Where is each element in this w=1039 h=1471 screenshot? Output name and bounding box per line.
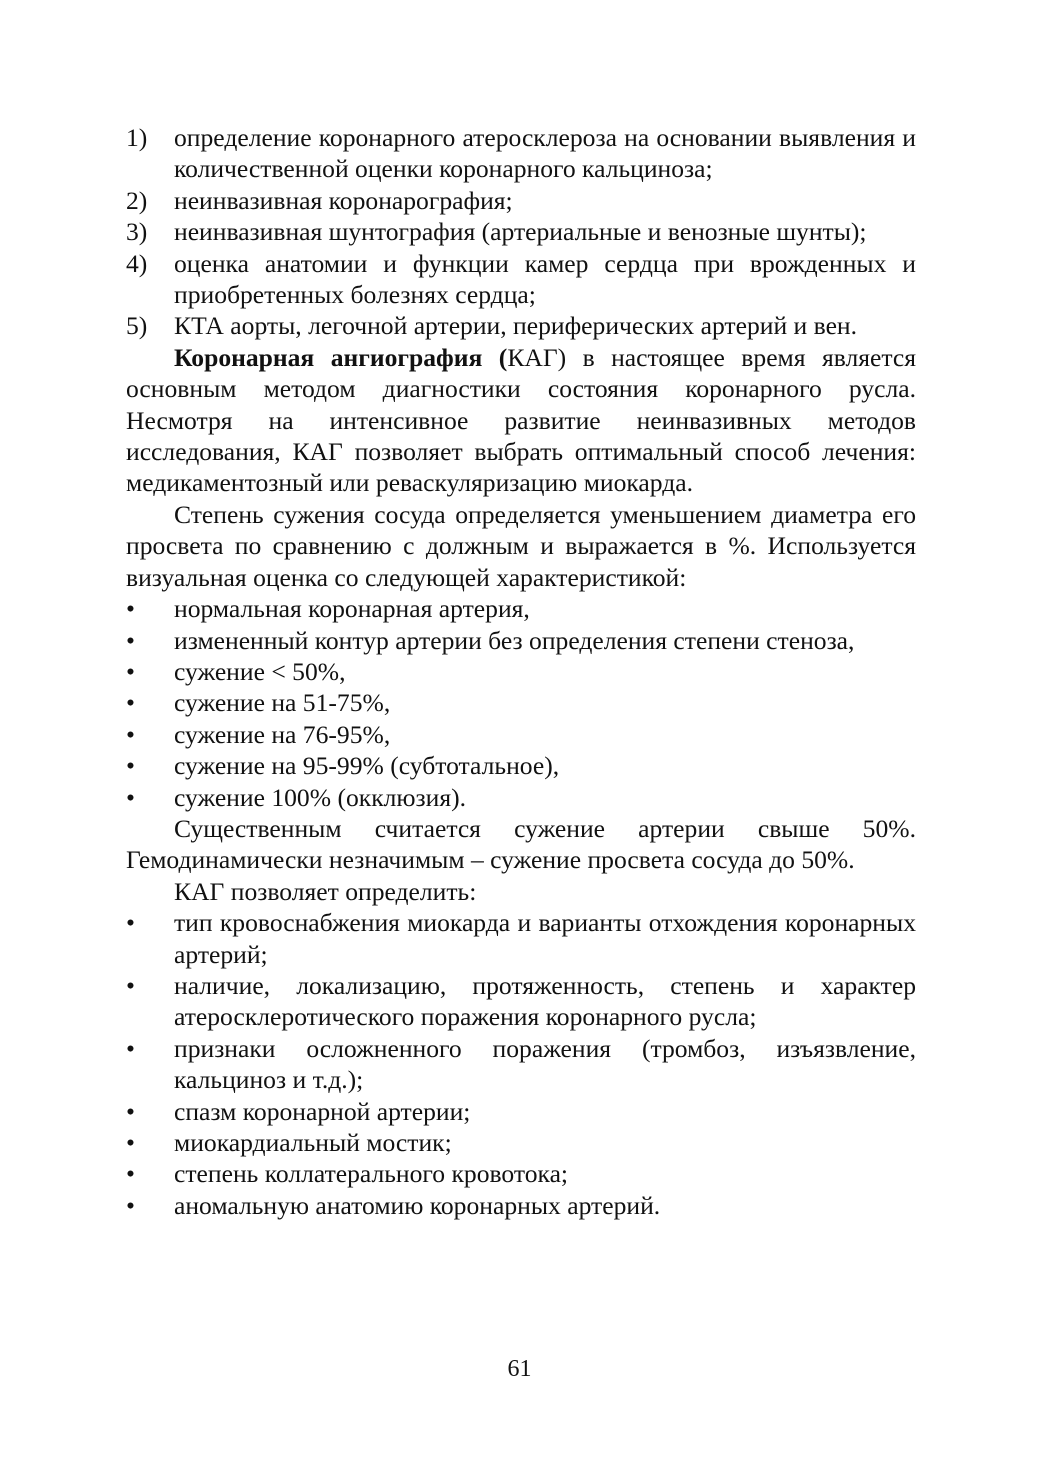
bullet-marker: •	[126, 1128, 135, 1157]
list-marker: 5)	[126, 311, 148, 341]
bullet-marker: •	[126, 751, 135, 781]
list-item	[126, 185, 916, 216]
list-item-text: наличие, локализацию, протяженность, степень и характер атеросклеротического поражения коронарного русла;	[174, 970, 916, 1032]
list-item-text: нормальная коронарная артерия,	[174, 594, 530, 624]
list-item-text: сужение на 76-95%,	[174, 719, 391, 749]
list-item-text: оценка анатомии и функции камер сердца при врожденных и приобретенных болезнях сердца;	[174, 248, 916, 310]
list-item	[126, 656, 916, 687]
bullet-marker: •	[126, 719, 135, 749]
list-item	[126, 248, 916, 311]
list-item	[126, 782, 916, 813]
list-item	[126, 310, 916, 341]
bullet-marker: •	[126, 1159, 135, 1189]
list-item-text: сужение 100% (окклюзия).	[174, 782, 467, 812]
list-item	[126, 1127, 916, 1158]
list-marker: 2)	[126, 185, 148, 215]
bullet-marker: •	[126, 1096, 135, 1126]
bullet-marker: •	[126, 594, 135, 624]
list-item	[126, 907, 916, 970]
bullet-marker: •	[126, 688, 135, 718]
bullet-marker: •	[126, 970, 135, 1000]
page-body	[126, 122, 916, 1221]
bullet-marker: •	[126, 782, 135, 812]
paragraph-text: КАГ) в настоящее время является основным методом диагностики состояния коронарного русла. Несмотря на интенсивное развитие неинвазивных методов исследования, КАГ позволяет выбрать оптимальный способ лечения: медикаментозный или реваскуляризацию миокарда.	[126, 342, 916, 498]
list-item	[126, 1096, 916, 1127]
list-item-text: КТА аорты, легочной артерии, периферических артерий и вен.	[174, 311, 858, 341]
list-item-text: аномальную анатомию коронарных артерий.	[174, 1190, 661, 1220]
list-marker: 3)	[126, 217, 148, 247]
list-item	[126, 1158, 916, 1189]
bullet-marker: •	[126, 1033, 135, 1063]
paragraph-degree: Степень сужения сосуда определяется уменьшением диаметра его просвета по сравнению с должным и выражается в %. Используется визуальная оценка со следующей характеристикой:	[126, 499, 916, 592]
list-item-text: сужение на 95-99% (субтотальное),	[174, 751, 560, 781]
term-bold: Коронарная ангиография (	[174, 342, 508, 372]
list-item-text: определение коронарного атеросклероза на основании выявления и количественной оценки коронарного кальциноза;	[174, 123, 916, 184]
list-item	[126, 625, 916, 656]
paragraph-significant: Существенным считается сужение артерии свыше 50%. Гемодинамически незначимым – сужение просвета сосуда до 50%.	[126, 813, 916, 875]
list-item-text: сужение на 51-75%,	[174, 688, 391, 718]
list-item	[126, 750, 916, 781]
list-marker: 4)	[126, 248, 148, 278]
list-item-text: миокардиальный мостик;	[174, 1128, 452, 1157]
bullet-marker: •	[126, 625, 135, 655]
list-item-text: тип кровоснабжения миокарда и варианты отхождения коронарных артерий;	[174, 908, 916, 969]
list-item	[126, 216, 916, 247]
bullet-list-allows	[126, 907, 916, 1221]
bullet-marker: •	[126, 908, 135, 938]
bullet-list-degree	[126, 593, 916, 813]
list-item	[126, 719, 916, 750]
list-item	[126, 687, 916, 718]
list-item-text: неинвазивная шунтография (артериальные и венозные шунты);	[174, 217, 867, 247]
bullet-marker: •	[126, 656, 135, 686]
list-item-text: измененный контур артерии без определения степени стеноза,	[174, 625, 855, 655]
list-item	[126, 1190, 916, 1221]
list-item-text: степень коллатерального кровотока;	[174, 1159, 569, 1189]
page-number: 61	[507, 1356, 532, 1382]
list-item	[126, 122, 916, 185]
list-item-text: признаки осложненного поражения (тромбоз, изъязвление, кальциноз и т.д.);	[174, 1033, 916, 1095]
paragraph-allows: КАГ позволяет определить:	[174, 876, 477, 906]
list-item-text: неинвазивная коронарография;	[174, 185, 513, 215]
list-item	[126, 593, 916, 624]
numbered-list	[126, 122, 916, 342]
list-marker: 1)	[126, 123, 148, 152]
list-item	[126, 970, 916, 1033]
list-item-text: спазм коронарной артерии;	[174, 1096, 471, 1126]
bullet-marker: •	[126, 1190, 135, 1220]
list-item-text: сужение < 50%,	[174, 656, 346, 686]
paragraph-kag	[126, 342, 916, 499]
list-item	[126, 1033, 916, 1096]
